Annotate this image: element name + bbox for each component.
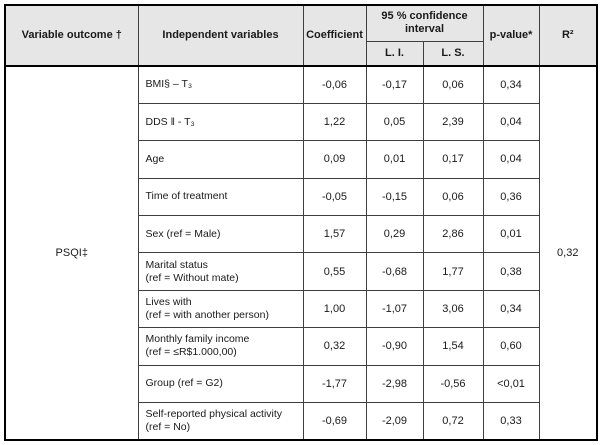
independent-variable-ref: (ref = ≤R$1.000,00)	[145, 346, 237, 359]
independent-variable-label: Age	[145, 152, 165, 165]
coefficient-cell: -0,06	[303, 66, 366, 103]
table-header	[5, 5, 597, 66]
ci-lower-cell: -0,17	[366, 66, 423, 103]
independent-variable-cell	[138, 66, 303, 103]
independent-variable-label: BMI§ – T₃	[145, 78, 193, 91]
header-confidence-interval: 95 % confidence interval	[366, 5, 483, 41]
p-value-cell: 0,33	[483, 403, 539, 440]
coefficient-cell: 1,00	[303, 290, 366, 327]
r-squared-cell: 0,32	[539, 66, 597, 440]
ci-lower-cell: 0,05	[366, 103, 423, 140]
coefficient-cell: -1,77	[303, 365, 366, 402]
independent-variable-label: Sex (ref = Male)	[145, 227, 221, 240]
p-value-cell: 0,04	[483, 103, 539, 140]
independent-variable-cell	[138, 328, 303, 365]
independent-variable-label: Group (ref = G2)	[145, 377, 223, 390]
p-value-cell: 0,60	[483, 328, 539, 365]
ci-upper-cell: 0,06	[423, 66, 483, 103]
independent-variable-label: DDS ‖ - T₃	[145, 115, 195, 128]
coefficient-cell: 0,55	[303, 253, 366, 290]
ci-lower-cell: -1,07	[366, 290, 423, 327]
ci-upper-cell: 1,77	[423, 253, 483, 290]
header-variable-outcome: Variable outcome †	[5, 5, 138, 66]
ci-upper-cell: -0,56	[423, 365, 483, 402]
ci-upper-cell: 1,54	[423, 328, 483, 365]
ci-upper-cell: 0,17	[423, 141, 483, 178]
independent-variable-ref: (ref = Without mate)	[145, 271, 239, 284]
header-coefficient: Coefficient	[303, 5, 366, 66]
regression-table	[4, 4, 598, 441]
ci-lower-cell: 0,29	[366, 216, 423, 253]
ci-lower-cell: -2,09	[366, 403, 423, 440]
ci-upper-cell: 2,39	[423, 103, 483, 140]
variable-outcome-cell: PSQI‡	[5, 66, 138, 440]
independent-variable-label: Time of treatment	[145, 190, 228, 203]
independent-variable-label: Monthly family income	[145, 333, 250, 346]
coefficient-cell: -0,69	[303, 403, 366, 440]
ci-upper-cell: 0,72	[423, 403, 483, 440]
independent-variable-cell	[138, 403, 303, 440]
header-ci-lower: L. I.	[366, 41, 423, 66]
independent-variable-cell	[138, 290, 303, 327]
ci-lower-cell: -0,90	[366, 328, 423, 365]
ci-lower-cell: -0,15	[366, 178, 423, 215]
header-independent-variables: Independent variables	[138, 5, 303, 66]
coefficient-cell: -0,05	[303, 178, 366, 215]
coefficient-cell: 0,32	[303, 328, 366, 365]
header-r-squared: R²	[539, 5, 597, 66]
p-value-cell: 0,34	[483, 66, 539, 103]
coefficient-cell: 1,57	[303, 216, 366, 253]
coefficient-cell: 0,09	[303, 141, 366, 178]
p-value-cell: 0,38	[483, 253, 539, 290]
ci-upper-cell: 3,06	[423, 290, 483, 327]
ci-upper-cell: 2,86	[423, 216, 483, 253]
ci-upper-cell: 0,06	[423, 178, 483, 215]
table-body	[5, 66, 597, 440]
coefficient-cell: 1,22	[303, 103, 366, 140]
p-value-cell: 0,01	[483, 216, 539, 253]
ci-lower-cell: -2,98	[366, 365, 423, 402]
independent-variable-cell	[138, 141, 303, 178]
ci-lower-cell: -0,68	[366, 253, 423, 290]
header-p-value: p-value*	[483, 5, 539, 66]
independent-variable-cell	[138, 178, 303, 215]
p-value-cell: <0,01	[483, 365, 539, 402]
independent-variable-cell	[138, 253, 303, 290]
independent-variable-cell	[138, 365, 303, 402]
header-ci-upper: L. S.	[423, 41, 483, 66]
independent-variable-ref: (ref = No)	[145, 421, 191, 433]
p-value-cell: 0,04	[483, 141, 539, 178]
ci-lower-cell: 0,01	[366, 141, 423, 178]
p-value-cell: 0,34	[483, 290, 539, 327]
independent-variable-label: Self-reported physical activity	[145, 408, 283, 420]
p-value-cell: 0,36	[483, 178, 539, 215]
independent-variable-ref: (ref = with another person)	[145, 309, 269, 322]
independent-variable-label: Lives with	[145, 296, 192, 309]
independent-variable-cell	[138, 103, 303, 140]
table-row	[5, 66, 597, 103]
independent-variable-cell	[138, 216, 303, 253]
independent-variable-label: Marital status	[145, 258, 208, 271]
